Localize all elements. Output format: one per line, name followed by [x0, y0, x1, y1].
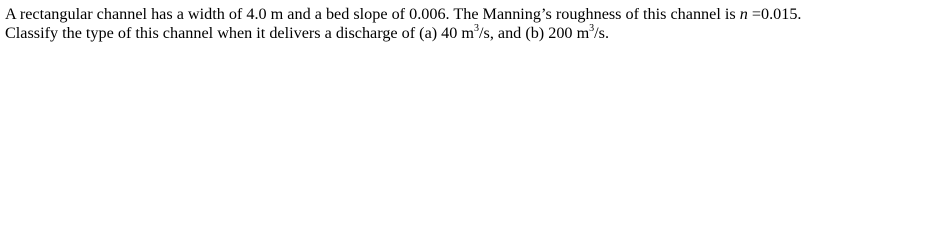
problem-line-2: [5, 24, 920, 43]
problem-statement: [5, 5, 920, 43]
problem-line-1: [5, 5, 920, 24]
exponent-a: 3: [474, 22, 480, 34]
line2-part-c: /s.: [594, 24, 610, 42]
line2-part-a: Classify the type of this channel when it delivers a discharge of (a) 40 m: [5, 24, 475, 42]
manning-n-variable: n: [739, 5, 748, 23]
line1-text-after-variable: =0.015.: [747, 5, 802, 23]
line1-text-before-variable: A rectangular channel has a width of 4.0 m and a bed slope of 0.006. The Manning’s roughness of this channel is: [5, 5, 740, 23]
exponent-b: 3: [589, 22, 595, 34]
line2-part-b: /s, and (b) 200 m: [479, 24, 590, 42]
